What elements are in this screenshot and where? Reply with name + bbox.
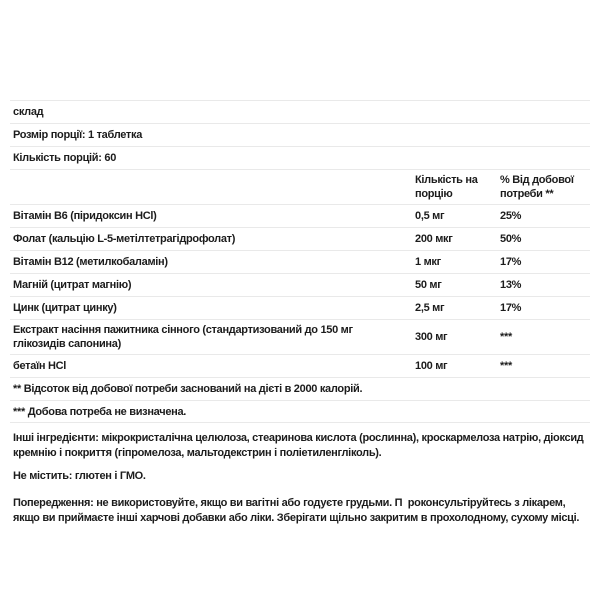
section-title-row — [10, 100, 590, 123]
table-row — [10, 227, 590, 250]
daily-value: 50% — [500, 233, 522, 245]
table-row — [10, 250, 590, 273]
amount-value: 1 мкг — [415, 256, 441, 268]
footnote-daily-value-basis: ** Відсоток від добової потреби заснований на дієті в 2000 калорій. — [13, 383, 363, 395]
footnote-row — [10, 400, 590, 423]
amount-value: 300 мг — [415, 331, 448, 343]
amount-value: 2,5 мг — [415, 302, 445, 314]
daily-value: 13% — [500, 279, 522, 291]
header-amount-per-serving: Кількість на порцію — [415, 174, 478, 200]
table-row — [10, 354, 590, 377]
amount-value: 100 мг — [415, 360, 448, 372]
other-ingredients-text: Інші інгредієнти: мікрокристалічна целюлоза, стеаринова кислота (рослинна), кроскармелоза натрію, діоксид кремнію і покриття (гіпромелоза, мальтодекстрин і поліетиленгліколь). — [13, 432, 587, 459]
table-header-row — [10, 169, 590, 204]
ingredient-name: Цинк (цитрат цинку) — [13, 302, 117, 314]
header-daily-value: % Від добової потреби ** — [500, 174, 574, 200]
additional-info-section — [13, 431, 587, 526]
table-row — [10, 296, 590, 319]
table-row — [10, 273, 590, 296]
footnote-row — [10, 377, 590, 400]
servings-per-container-row — [10, 146, 590, 169]
ingredient-name: бетаїн HCl — [13, 360, 67, 372]
serving-size-text: Розмір порції: 1 таблетка — [13, 129, 143, 141]
table-row — [10, 204, 590, 227]
warnings-text: Попередження: не використовуйте, якщо ви вагітні або годуєте грудьми. П роконсультіруйтесь з лікарем, якщо ви приймаєте інші харчові добавки або ліки. Зберігати щільно закритим в прохолодному, сухому місці. — [13, 497, 580, 524]
ingredient-name: Фолат (кальцію L-5-метілтетрагідрофолат) — [13, 233, 236, 245]
daily-value: *** — [500, 331, 512, 343]
table-row — [10, 319, 590, 354]
serving-size-row — [10, 123, 590, 146]
daily-value: 17% — [500, 302, 522, 314]
amount-value: 200 мкг — [415, 233, 453, 245]
ingredient-name: Магній (цитрат магнію) — [13, 279, 132, 291]
daily-value: 17% — [500, 256, 522, 268]
amount-value: 0,5 мг — [415, 210, 445, 222]
daily-value: 25% — [500, 210, 522, 222]
section-title: склад — [13, 106, 44, 118]
ingredient-name: Вітамін B6 (піридоксин HCl) — [13, 210, 157, 222]
ingredient-name: Екстракт насіння пажитника сінного (стандартизований до 150 мг глікозидів сапонина) — [13, 324, 353, 350]
footnote-dv-not-established: *** Добова потреба не визначена. — [13, 405, 187, 418]
free-of-text: Не містить: глютен і ГМО. — [13, 470, 146, 482]
supplement-facts-panel — [10, 100, 590, 423]
amount-value: 50 мг — [415, 279, 442, 291]
daily-value: *** — [500, 360, 512, 372]
ingredient-name: Вітамін B12 (метилкобаламін) — [13, 256, 168, 268]
servings-per-container-text: Кількість порцій: 60 — [13, 152, 117, 164]
